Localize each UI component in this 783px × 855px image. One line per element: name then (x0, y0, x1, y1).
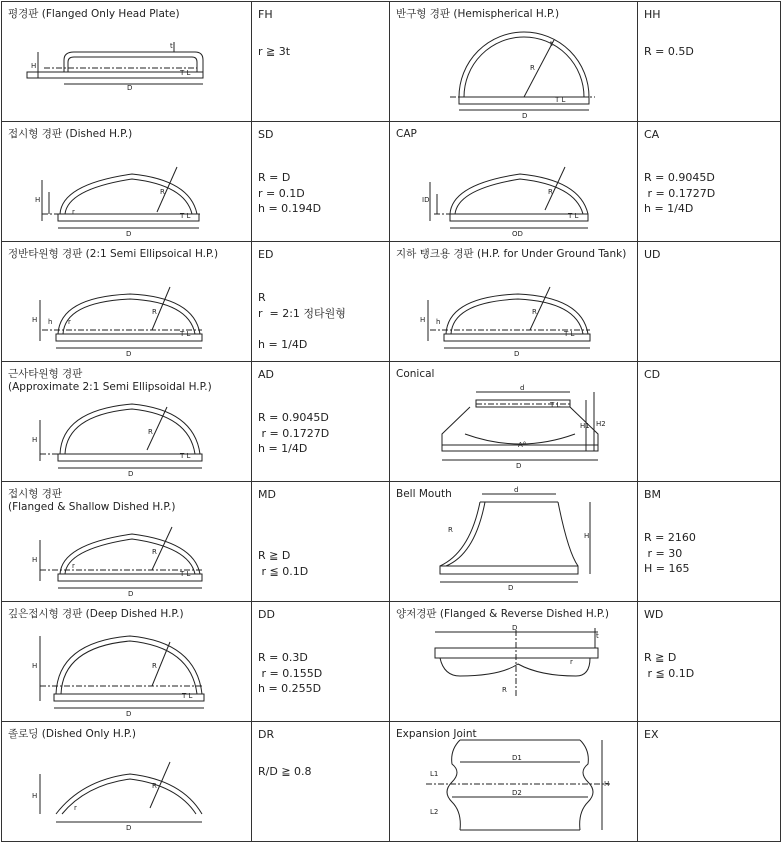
head-type-name: 접시형 경판 (Dished H.P.) (8, 128, 133, 140)
svg-text:R: R (530, 64, 535, 72)
head-type-name: 졸로딩 (Dished Only H.P.) (8, 728, 137, 740)
head-type-name: Expansion Joint (396, 728, 477, 740)
svg-text:R: R (152, 548, 157, 556)
svg-text:R: R (148, 428, 153, 436)
code-cell (638, 602, 781, 722)
svg-text:H: H (420, 316, 426, 324)
code-cell (252, 2, 390, 122)
svg-text:T L: T L (555, 96, 566, 104)
table-row (2, 2, 781, 122)
type-code: SD (258, 128, 274, 141)
head-diagram (390, 362, 638, 481)
svg-text:T L: T L (180, 212, 191, 220)
svg-text:D: D (128, 590, 134, 598)
svg-text:D: D (126, 710, 132, 718)
svg-text:H: H (584, 532, 590, 540)
code-cell (252, 122, 390, 242)
svg-text:h: h (48, 318, 53, 326)
formula: R = 2160 r = 30 H = 165 (644, 531, 696, 575)
head-type-name: 반구형 경판 (Hemispherical H.P.) (396, 8, 560, 20)
svg-text:D: D (514, 350, 520, 358)
head-diagram (390, 722, 638, 841)
head-type-cell (390, 362, 638, 482)
svg-text:D: D (128, 470, 134, 478)
svg-text:R: R (548, 188, 553, 196)
code-cell (252, 362, 390, 482)
head-diagram (390, 2, 638, 121)
svg-text:R: R (532, 308, 537, 316)
head-type-name: 평경판 (Flanged Only Head Plate) (8, 8, 180, 20)
table-row (2, 242, 781, 362)
svg-text:H: H (604, 780, 610, 788)
type-code: EX (644, 728, 659, 741)
formula: R = 0.3D r = 0.155D h = 0.255D (258, 651, 323, 695)
type-code: BM (644, 488, 662, 501)
svg-text:R: R (152, 662, 157, 670)
svg-text:T L: T L (568, 212, 579, 220)
svg-text:L2: L2 (430, 808, 439, 816)
head-type-cell (390, 482, 638, 602)
table-row (2, 722, 781, 842)
type-code: WD (644, 608, 664, 621)
head-type-cell (390, 722, 638, 842)
head-type-name: Conical (396, 368, 435, 380)
svg-text:D: D (126, 230, 132, 238)
head-diagram (2, 722, 252, 841)
type-code: CD (644, 368, 661, 381)
head-type-cell (390, 122, 638, 242)
head-diagram (390, 122, 638, 241)
svg-text:D: D (508, 584, 514, 592)
svg-text:D: D (516, 462, 522, 470)
code-cell (638, 242, 781, 362)
type-code: ED (258, 248, 274, 261)
svg-text:r: r (72, 208, 75, 216)
head-diagram (390, 482, 638, 601)
table-row (2, 602, 781, 722)
svg-text:T L: T L (182, 692, 193, 700)
head-type-cell (2, 722, 252, 842)
svg-text:H: H (32, 436, 38, 444)
head-plate-table (1, 1, 781, 842)
type-code: DD (258, 608, 275, 621)
head-diagram (2, 482, 252, 601)
head-diagram (2, 122, 252, 241)
svg-text:T L: T L (180, 570, 191, 578)
code-cell (638, 482, 781, 602)
svg-text:D: D (127, 84, 133, 92)
head-type-cell (2, 362, 252, 482)
svg-text:R: R (448, 526, 453, 534)
table-row (2, 122, 781, 242)
svg-text:T L: T L (180, 69, 191, 77)
svg-text:H: H (32, 792, 38, 800)
svg-text:R: R (502, 686, 507, 694)
code-cell (638, 362, 781, 482)
type-code: DR (258, 728, 275, 741)
svg-text:r: r (570, 658, 573, 666)
svg-text:R: R (152, 782, 157, 790)
code-cell (252, 242, 390, 362)
head-type-cell (2, 242, 252, 362)
head-diagram (2, 362, 252, 481)
formula: r ≧ 3t (258, 45, 291, 58)
head-type-cell (2, 602, 252, 722)
svg-text:D: D (512, 624, 518, 632)
svg-text:OD: OD (512, 230, 523, 238)
table-row (2, 362, 781, 482)
head-type-cell (2, 482, 252, 602)
head-type-name: 정반타원형 경판 (2:1 Semi Ellipsoical H.P.) (8, 248, 219, 260)
type-code: MD (258, 488, 276, 501)
head-type-name: CAP (396, 128, 417, 140)
head-type-name: 양저경판 (Flanged & Reverse Dished H.P.) (396, 608, 610, 620)
svg-text:t: t (550, 40, 553, 48)
code-cell (252, 482, 390, 602)
formula: R r = 2:1 정타원형 h = 1/4D (258, 291, 346, 351)
formula: R/D ≧ 0.8 (258, 765, 312, 778)
head-diagram (390, 602, 638, 721)
type-code: HH (644, 8, 661, 21)
svg-text:D: D (126, 350, 132, 358)
svg-text:r: r (72, 562, 75, 570)
head-type-name: 지하 탱크용 경판 (H.P. for Under Ground Tank) (396, 248, 627, 260)
code-cell (252, 722, 390, 842)
svg-text:T L: T L (180, 452, 191, 460)
svg-text:D1: D1 (512, 754, 522, 762)
code-cell (638, 122, 781, 242)
svg-text:d: d (514, 486, 519, 494)
head-diagram (2, 2, 252, 121)
svg-text:D: D (126, 824, 132, 832)
svg-text:H: H (32, 662, 38, 670)
formula: R ≧ D r ≦ 0.1D (644, 651, 695, 680)
svg-text:D2: D2 (512, 789, 522, 797)
head-type-name: Bell Mouth (396, 488, 452, 500)
head-type-cell (2, 2, 252, 122)
svg-text:ID: ID (422, 196, 430, 204)
head-diagram (390, 242, 638, 361)
svg-text:T L: T L (550, 401, 561, 409)
formula: R ≧ D r ≦ 0.1D (258, 549, 309, 578)
formula: R = D r = 0.1D h = 0.194D (258, 171, 322, 215)
head-type-cell (390, 602, 638, 722)
type-code: AD (258, 368, 274, 381)
svg-text:H1: H1 (580, 422, 590, 430)
code-cell (252, 602, 390, 722)
svg-text:r: r (74, 804, 77, 812)
code-cell (638, 2, 781, 122)
svg-text:H2: H2 (596, 420, 606, 428)
svg-text:T L: T L (180, 330, 191, 338)
head-type-cell (390, 242, 638, 362)
code-cell (638, 722, 781, 842)
formula: R = 0.5D (644, 45, 694, 58)
head-type-cell (390, 2, 638, 122)
head-type-cell (2, 122, 252, 242)
type-code: FH (258, 8, 273, 21)
svg-text:t: t (170, 42, 173, 50)
head-diagram (2, 242, 252, 361)
formula: R = 0.9045D r = 0.1727D h = 1/4D (644, 171, 716, 215)
table-row (2, 482, 781, 602)
svg-text:H: H (35, 196, 41, 204)
type-code: UD (644, 248, 661, 261)
svg-text:A°: A° (518, 441, 527, 449)
svg-text:r: r (68, 318, 71, 326)
formula: R = 0.9045D r = 0.1727D h = 1/4D (258, 411, 330, 455)
svg-text:t: t (596, 632, 599, 640)
svg-text:L1: L1 (430, 770, 439, 778)
svg-text:h: h (436, 318, 441, 326)
svg-text:T L: T L (564, 330, 575, 338)
svg-text:H: H (31, 62, 37, 70)
svg-text:d: d (520, 384, 525, 392)
svg-text:R: R (160, 188, 165, 196)
head-type-name: 근사타원형 경판 (Approximate 2:1 Semi Ellipsoidal H.P.) (8, 368, 212, 393)
svg-text:D: D (522, 112, 528, 120)
head-diagram (2, 602, 252, 721)
svg-text:H: H (32, 316, 38, 324)
head-type-name: 접시형 경판 (Flanged & Shallow Dished H.P.) (8, 488, 176, 513)
svg-text:H: H (32, 556, 38, 564)
svg-text:R: R (152, 308, 157, 316)
head-type-name: 깊은접시형 경판 (Deep Dished H.P.) (8, 608, 184, 620)
type-code: CA (644, 128, 660, 141)
